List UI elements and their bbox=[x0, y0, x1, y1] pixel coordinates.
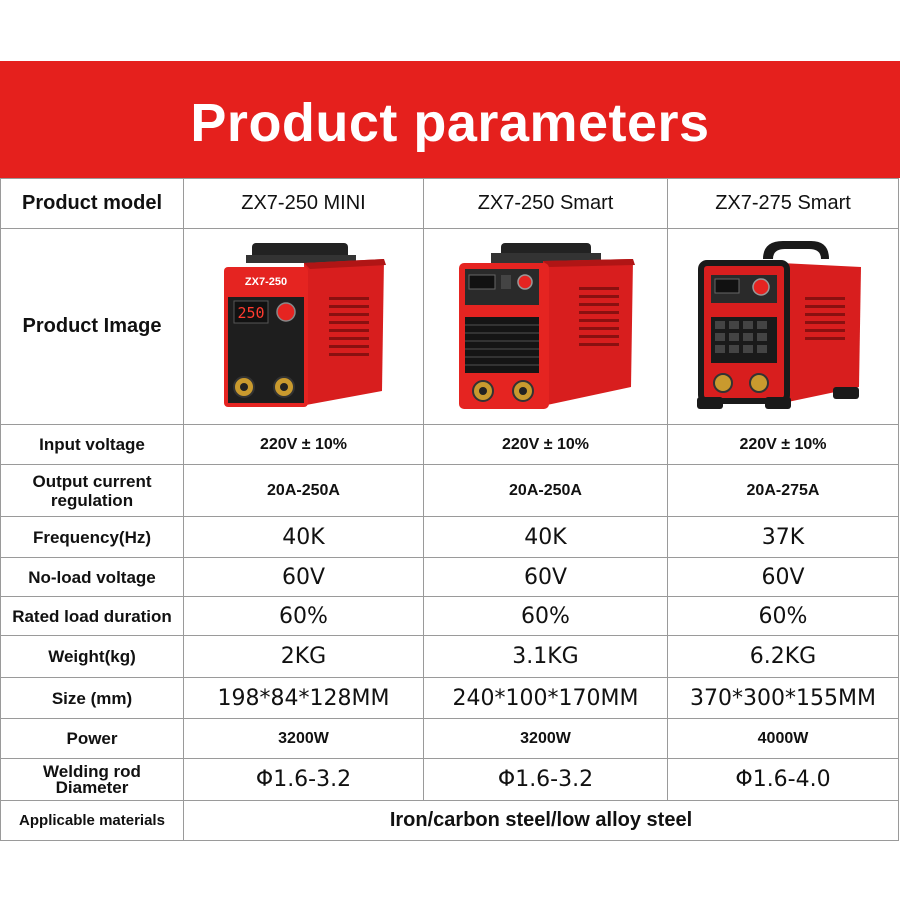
spec-value: 60% bbox=[424, 597, 668, 636]
spec-value: 198*84*128MM bbox=[184, 678, 424, 719]
row-applicable-materials bbox=[1, 801, 899, 841]
spec-value: 220V ± 10% bbox=[424, 425, 668, 465]
row-no-load-voltage bbox=[1, 558, 899, 597]
row-label: Product model bbox=[1, 179, 184, 229]
spec-value: 3200W bbox=[424, 719, 668, 759]
row-label: Weight(kg) bbox=[1, 636, 184, 678]
row-size bbox=[1, 678, 899, 719]
row-label: Product Image bbox=[1, 229, 184, 425]
row-label-line: Output current bbox=[32, 471, 152, 491]
model-name: ZX7-250 Smart bbox=[424, 179, 668, 229]
spec-value: 60V bbox=[424, 558, 668, 597]
spec-value: 40K bbox=[424, 517, 668, 558]
page-title: Product parameters bbox=[190, 92, 710, 153]
row-product-image bbox=[1, 229, 899, 425]
row-label bbox=[1, 759, 184, 801]
row-label: Input voltage bbox=[1, 425, 184, 465]
spec-value: 20A-275A bbox=[668, 465, 899, 517]
row-power bbox=[1, 719, 899, 759]
welder-zx7-275-smart-image bbox=[693, 237, 873, 417]
spec-value: 220V ± 10% bbox=[668, 425, 899, 465]
row-label: Power bbox=[1, 719, 184, 759]
display-readout: 250 bbox=[236, 303, 265, 322]
model-name: ZX7-275 Smart bbox=[668, 179, 899, 229]
model-badge: ZX7-250 bbox=[244, 275, 287, 288]
spec-value: 20A-250A bbox=[424, 465, 668, 517]
row-label-line: Welding rod bbox=[43, 761, 141, 781]
row-label bbox=[1, 465, 184, 517]
row-weight bbox=[1, 636, 899, 678]
spec-value: Φ1.6-4.0 bbox=[668, 759, 899, 801]
spec-value: 220V ± 10% bbox=[184, 425, 424, 465]
parameters-table bbox=[0, 178, 899, 841]
row-label: Rated load duration bbox=[1, 597, 184, 636]
row-product-model bbox=[1, 179, 899, 229]
row-label-line: regulation bbox=[50, 490, 134, 510]
spec-value: Φ1.6-3.2 bbox=[424, 759, 668, 801]
row-input-voltage bbox=[1, 425, 899, 465]
row-output-current bbox=[1, 465, 899, 517]
spec-value: 2KG bbox=[184, 636, 424, 678]
spec-value: 60% bbox=[668, 597, 899, 636]
welder-zx7-250-smart-image bbox=[451, 237, 641, 417]
row-label: Size (mm) bbox=[1, 678, 184, 719]
spec-value: 40K bbox=[184, 517, 424, 558]
product-image-cell bbox=[424, 229, 668, 425]
spec-value: 3200W bbox=[184, 719, 424, 759]
title-banner bbox=[0, 61, 900, 178]
row-label-line: Diameter bbox=[55, 777, 129, 797]
model-name: ZX7-250 MINI bbox=[184, 179, 424, 229]
spec-value: 60V bbox=[668, 558, 899, 597]
spec-value: 4000W bbox=[668, 719, 899, 759]
row-label: No-load voltage bbox=[1, 558, 184, 597]
spec-value: Iron/carbon steel/low alloy steel bbox=[184, 801, 899, 841]
row-rated-load-duration bbox=[1, 597, 899, 636]
product-image-cell bbox=[184, 229, 424, 425]
spec-value: 6.2KG bbox=[668, 636, 899, 678]
spec-value: 60V bbox=[184, 558, 424, 597]
spec-value: 370*300*155MM bbox=[668, 678, 899, 719]
spec-value: 240*100*170MM bbox=[424, 678, 668, 719]
row-frequency bbox=[1, 517, 899, 558]
spec-value: 3.1KG bbox=[424, 636, 668, 678]
spec-value: 37K bbox=[668, 517, 899, 558]
spec-value: Φ1.6-3.2 bbox=[184, 759, 424, 801]
product-image-cell bbox=[668, 229, 899, 425]
welder-zx7-250-mini-image bbox=[214, 237, 394, 417]
spec-value: 20A-250A bbox=[184, 465, 424, 517]
row-label: Applicable materials bbox=[1, 801, 184, 841]
row-welding-rod-diameter bbox=[1, 759, 899, 801]
row-label: Frequency(Hz) bbox=[1, 517, 184, 558]
spec-value: 60% bbox=[184, 597, 424, 636]
